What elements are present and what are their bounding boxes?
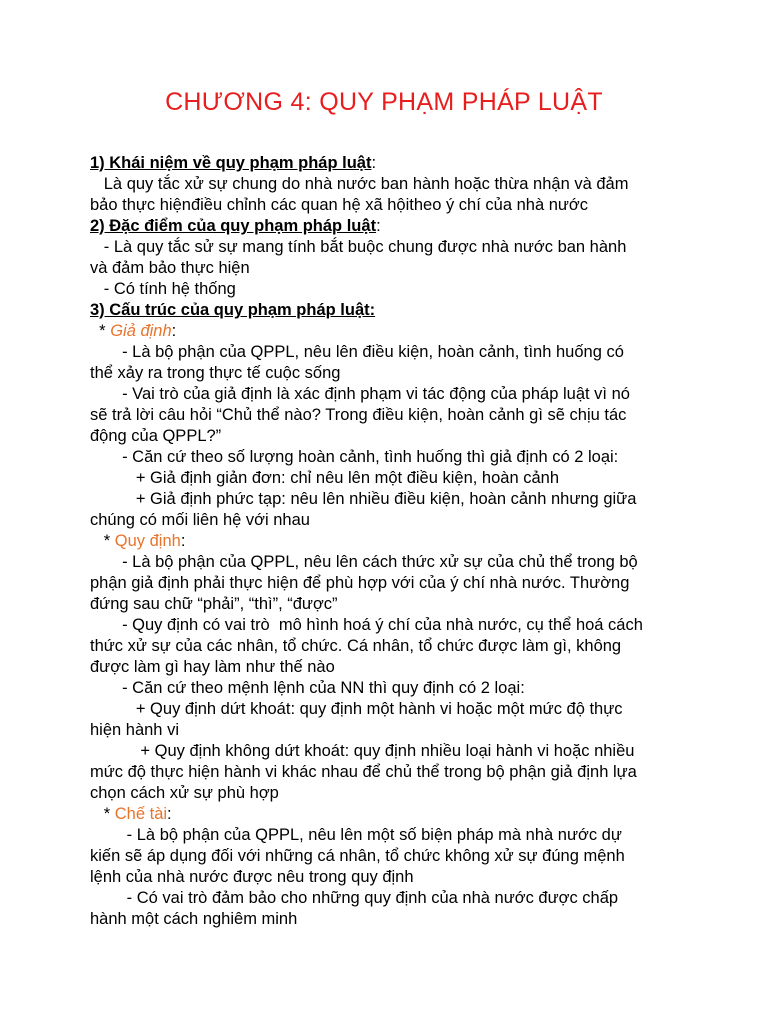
section-3-heading: 3) Cấu trúc của quy phạm pháp luật: — [90, 301, 376, 319]
bullet-star: * — [90, 805, 115, 823]
paragraph-line: - Có vai trò đảm bảo cho những quy định của nhà nước được chấp — [90, 889, 619, 907]
paragraph-line: chúng có mối liên hệ với nhau — [90, 511, 310, 529]
bullet-star: * — [90, 322, 111, 340]
paragraph-line: Là quy tắc xử sự chung do nhà nước ban hành hoặc thừa nhận và đảm — [90, 175, 629, 193]
subheading-che-tai: Chế tài — [114, 805, 168, 823]
section-2-heading: 2) Đặc điểm của quy phạm pháp luật — [90, 217, 377, 235]
paragraph-line: - Có tính hệ thống — [90, 280, 236, 298]
paragraph-line: kiến sẽ áp dụng đối với những cá nhân, tổ chức không xử sự đúng mệnh — [90, 847, 625, 865]
paragraph-line: lệnh của nhà nước được nêu trong quy định — [90, 868, 414, 886]
section-2-heading-line — [90, 216, 690, 237]
paragraph-line: + Giả định giản đơn: chỉ nêu lên một điều kiện, hoàn cảnh — [90, 469, 559, 487]
bullet-star: * — [90, 532, 115, 550]
paragraph-line: - Căn cứ theo số lượng hoàn cảnh, tình huống thì giả định có 2 loại: — [90, 448, 619, 466]
paragraph-line: mức độ thực hiện hành vi khác nhau để chủ thể trong bộ phận giả định lựa — [90, 763, 637, 781]
paragraph-line: - Là bộ phận của QPPL, nêu lên điều kiện, hoàn cảnh, tình huống có — [90, 343, 624, 361]
paragraph-line: - Quy định có vai trò mô hình hoá ý chí của nhà nước, cụ thể hoá cách — [90, 616, 643, 634]
subheading-quy-dinh-line — [90, 531, 690, 552]
section-1-heading-line — [90, 153, 690, 174]
document-body — [90, 153, 690, 930]
paragraph-line: - Là quy tắc sử sự mang tính bắt buộc chung được nhà nước ban hành — [90, 238, 627, 256]
paragraph-line: động của QPPL?” — [90, 427, 222, 445]
paragraph-line: thức xử sự của các nhân, tổ chức. Cá nhân, tổ chức được làm gì, không — [90, 637, 622, 655]
paragraph-line: đứng sau chữ “phải”, “thì”, “được” — [90, 595, 338, 613]
paragraph-line: + Quy định không dứt khoát: quy định nhiều loại hành vi hoặc nhiều — [90, 742, 635, 760]
paragraph-line: bảo thực hiệnđiều chỉnh các quan hệ xã hộitheo ý chí của nhà nước — [90, 196, 588, 214]
subheading-colon: : — [171, 322, 177, 340]
document-title: CHƯƠNG 4: QUY PHẠM PHÁP LUẬT — [165, 88, 603, 116]
section-1-colon: : — [371, 154, 377, 172]
subheading-gia-dinh: Giả định — [110, 322, 172, 340]
paragraph-line: chọn cách xử sự phù hợp — [90, 784, 279, 802]
paragraph-line: sẽ trả lời câu hỏi “Chủ thể nào? Trong điều kiện, hoàn cảnh gì sẽ chịu tác — [90, 406, 627, 424]
subheading-quy-dinh: Quy định — [114, 532, 181, 550]
subheading-colon: : — [167, 805, 172, 823]
section-3-heading-line — [90, 300, 690, 321]
paragraph-line: - Là bộ phận của QPPL, nêu lên cách thức xử sự của chủ thể trong bộ — [90, 553, 638, 571]
paragraph-line: + Giả định phức tạp: nêu lên nhiều điều kiện, hoàn cảnh nhưng giữa — [90, 490, 637, 508]
paragraph-line: thể xảy ra trong thực tế cuộc sống — [90, 364, 341, 382]
paragraph-line: hành một cách nghiêm minh — [90, 910, 298, 928]
subheading-che-tai-line — [90, 804, 690, 825]
section-2-colon: : — [376, 217, 381, 235]
paragraph-line: được làm gì hay làm như thế nào — [90, 658, 335, 676]
paragraph-line: - Là bộ phận của QPPL, nêu lên một số biện pháp mà nhà nước dự — [90, 826, 622, 844]
paragraph-line: hiện hành vi — [90, 721, 179, 739]
paragraph-line: và đảm bảo thực hiện — [90, 259, 250, 277]
section-1-heading: 1) Khái niệm về quy phạm pháp luật — [90, 154, 372, 172]
subheading-gia-dinh-line — [90, 321, 690, 342]
paragraph-line: - Căn cứ theo mệnh lệnh của NN thì quy định có 2 loại: — [90, 679, 525, 697]
subheading-colon: : — [180, 532, 186, 550]
paragraph-line: + Quy định dứt khoát: quy định một hành vi hoặc một mức độ thực — [90, 700, 623, 718]
paragraph-line: phận giả định phải thực hiện để phù hợp với của ý chí nhà nước. Thường — [90, 574, 630, 592]
paragraph-line: - Vai trò của giả định là xác định phạm vi tác động của pháp luật vì nó — [90, 385, 630, 403]
